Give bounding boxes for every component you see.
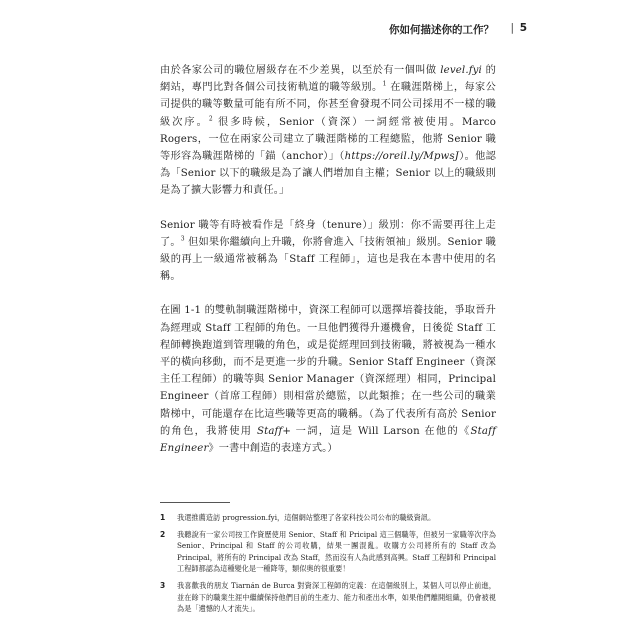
paragraph-1 xyxy=(160,62,496,200)
footnote-rule xyxy=(160,502,230,503)
chapter-title: 你如何描述你的工作？ xyxy=(389,24,494,36)
body-text xyxy=(160,62,496,474)
text-run: 在職涯階梯上，每家公司提供的職等數量可能有所不同，你甚至會發現不同公司採用不一樣的職級次序。 xyxy=(160,82,496,128)
footnote-ref: 1 xyxy=(382,80,387,88)
italic-text: level.fyi xyxy=(440,65,482,76)
footnote-1 xyxy=(160,512,496,524)
text-run: ）。他認為「Senior 以下的職級是為了讓人們增加自主權；Senior 以上的職級則是為了擴大影響力和責任。」 xyxy=(160,151,496,197)
footnotes xyxy=(160,512,496,620)
text-run: 》一書中創造的表達方式。） xyxy=(208,443,338,455)
footnote-2 xyxy=(160,529,496,575)
footnote-text: 我還推薦造訪 progression.fyi，這個網站整理了各家科技公司公布的職級資訊。 xyxy=(177,513,436,522)
footnote-3 xyxy=(160,580,496,615)
italic-text: Staff Engineer xyxy=(160,425,496,455)
text-run: 但如果你繼續向上升職，你將會進入「技術領袖」級別。Senior 職級的再上一級通常被稱為「Staff 工程師」，這也是我在本書中使用的名稱。 xyxy=(160,236,496,283)
text-run: 由於各家公司的職位層級存在不少差異，以至於有一個叫做 xyxy=(160,65,441,76)
footnote-number: 1 xyxy=(160,513,166,522)
italic-text: Staff+ xyxy=(256,425,292,437)
text-run: Senior 職等有時被看作是「終身（tenure）」級別：你不需要再往上走了。 xyxy=(160,219,496,248)
paragraph-3 xyxy=(160,302,496,457)
footnote-number: 2 xyxy=(160,529,166,539)
text-run: 一詞，這是 Will Larson 在他的《 xyxy=(291,425,471,437)
text-run: 的網站，專門比對各個公司技術軌道的職等級別。 xyxy=(160,65,496,94)
footnote-ref: 2 xyxy=(208,115,213,123)
header-separator: | xyxy=(510,22,514,34)
footnote-number: 3 xyxy=(160,580,166,590)
text-run: 在圖 1-1 的雙軌制職涯階梯中，資深工程師可以選擇培養技能，爭取晉升為經理或 Staff 工程師的角色。一旦他們獲得升遷機會，日後從 Staff 工程師轉換跑道到管理職的角色，或是從經理回到技術職，將被視為一種水平的橫向移動，而不是更進一步的升職。Senior Staff Engineer（資深主任工程師）的職等與 Senior Manager（資深經理）相同，Principal Engineer（首席工程師）則相當於總監，以此類推；在一些公司的職業階梯中，可能還存在比這些職等更高的職稱。（為了代表所有高於 Senior 的角色，我將使用 xyxy=(160,305,496,437)
footnote-ref: 3 xyxy=(180,235,185,243)
page-number: 5 xyxy=(519,22,527,34)
text-run: 很多時候，Senior（資深）一詞經常被使用。Marco Rogers，一位在兩家公司建立了職涯階梯的工程總監，他將 Senior 職等形容為職涯階梯的「錨（anchor）」（ xyxy=(160,116,496,163)
footnote-text: 我喜歡我的朋友 Tiarnán de Burca 對資深工程師的定義：在這個級別上，某個人可以停止前進，並在餘下的職業生涯中繼續保持他們目前的生產力、能力和產出水準，如果他們離開組織，仍會被視為是「遺憾的人才流失」。 xyxy=(177,580,496,614)
page-header xyxy=(0,22,640,38)
italic-text: https://oreil.ly/MpwsJ xyxy=(344,151,459,163)
paragraph-2 xyxy=(160,217,496,286)
footnote-text: 我聽說有一家公司按工作資歷使用 Senior、Staff 和 Pricipal 這三個職等，但被另一家職等次序為 Senior、Principal 和 Staff 的公司收購，結果一團混亂。收購方公司將所有的 Staff 改為 Principal，將所有的 Principal 改為 Staff，然而沒有人為此感到高興。Staff 工程師和 Principal 工程師都認為這種變化是一種降等，類似奧的很重要！ xyxy=(177,529,496,574)
